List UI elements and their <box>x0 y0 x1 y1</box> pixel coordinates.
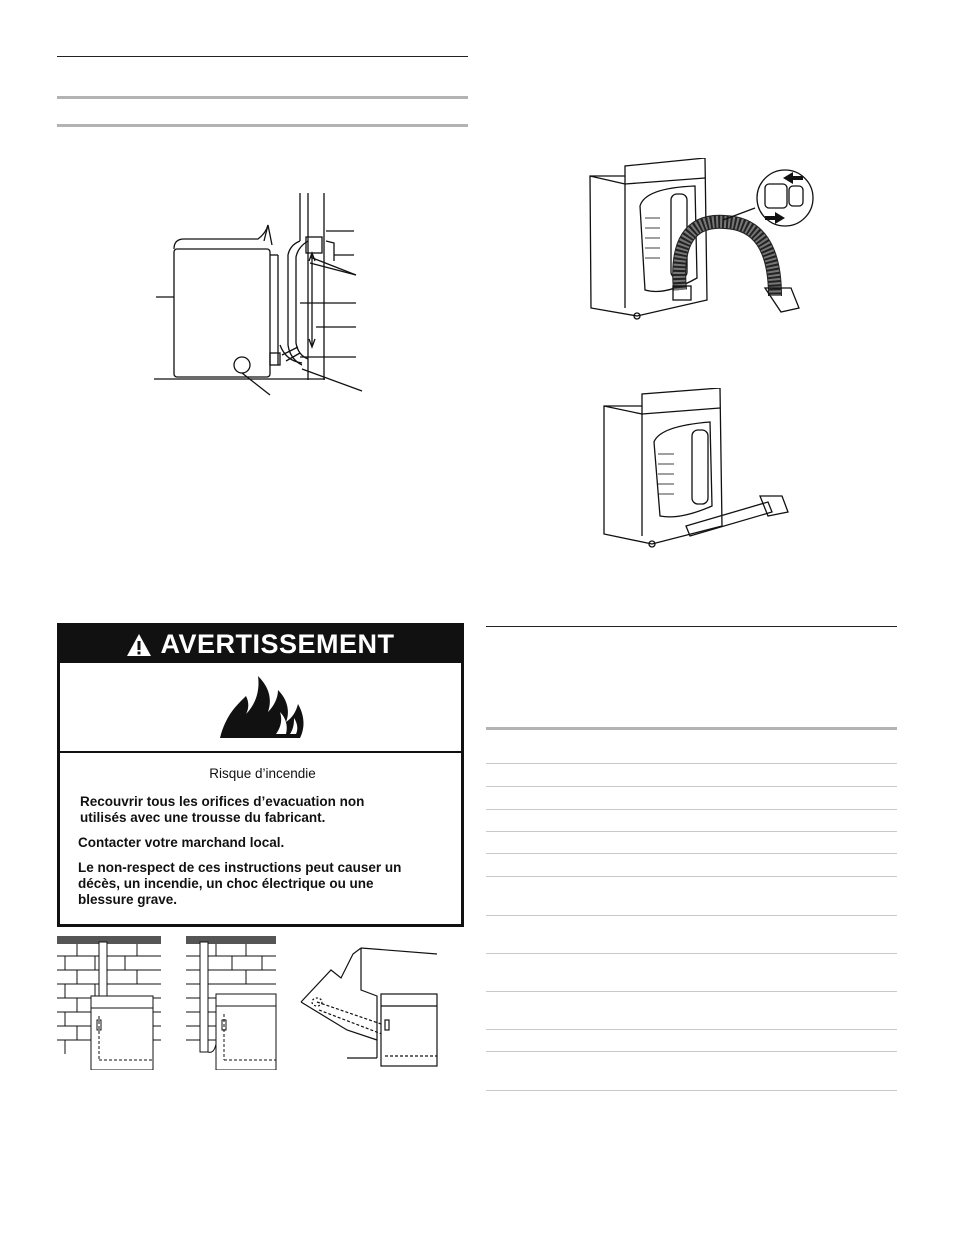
warning-body <box>78 766 447 917</box>
table-row-rule-1 <box>486 763 897 764</box>
table-row-rule-10 <box>486 1029 897 1030</box>
warning-line-1: Recouvrir tous les orifices d’evacuation non utilisés avec une trousse du fabricant. <box>80 794 365 825</box>
left-section-rule-2 <box>57 124 468 127</box>
warning-triangle-icon <box>126 633 152 657</box>
dryer-side-clearance-illustration <box>150 185 380 400</box>
warning-hazard: Risque d’incendie <box>209 766 316 781</box>
left-top-rule <box>57 56 468 57</box>
table-row-rule-3 <box>486 809 897 810</box>
installation-room-corner-illustration <box>297 940 442 1070</box>
fire-hazard-icon <box>216 674 306 740</box>
table-row-rule-5 <box>486 853 897 854</box>
warning-title: AVERTISSEMENT <box>160 629 395 659</box>
warning-line-3: Le non-respect de ces instructions peut causer un décès, un incendie, un choc électrique ou une blessure grave. <box>78 860 402 907</box>
warning-header <box>60 626 461 663</box>
table-row-rule-9 <box>486 991 897 992</box>
dryer-rigid-vent-illustration <box>600 388 800 553</box>
fire-hazard-icon-panel <box>60 663 461 753</box>
dryer-flexible-vent-illustration <box>585 158 825 323</box>
left-section-rule-1 <box>57 96 468 99</box>
installation-brick-wall-illustration-1 <box>57 936 167 1070</box>
table-row-rule-12 <box>486 1090 897 1091</box>
table-row-rule-11 <box>486 1051 897 1052</box>
warning-line-2: Contacter votre marchand local. <box>78 835 285 850</box>
warning-box <box>57 623 464 927</box>
table-row-rule-6 <box>486 876 897 877</box>
right-table-header-rule <box>486 727 897 730</box>
table-row-rule-8 <box>486 953 897 954</box>
right-table-top-rule <box>486 626 897 627</box>
table-row-rule-4 <box>486 831 897 832</box>
installation-brick-wall-illustration-2 <box>186 936 286 1070</box>
table-row-rule-2 <box>486 786 897 787</box>
table-row-rule-7 <box>486 915 897 916</box>
